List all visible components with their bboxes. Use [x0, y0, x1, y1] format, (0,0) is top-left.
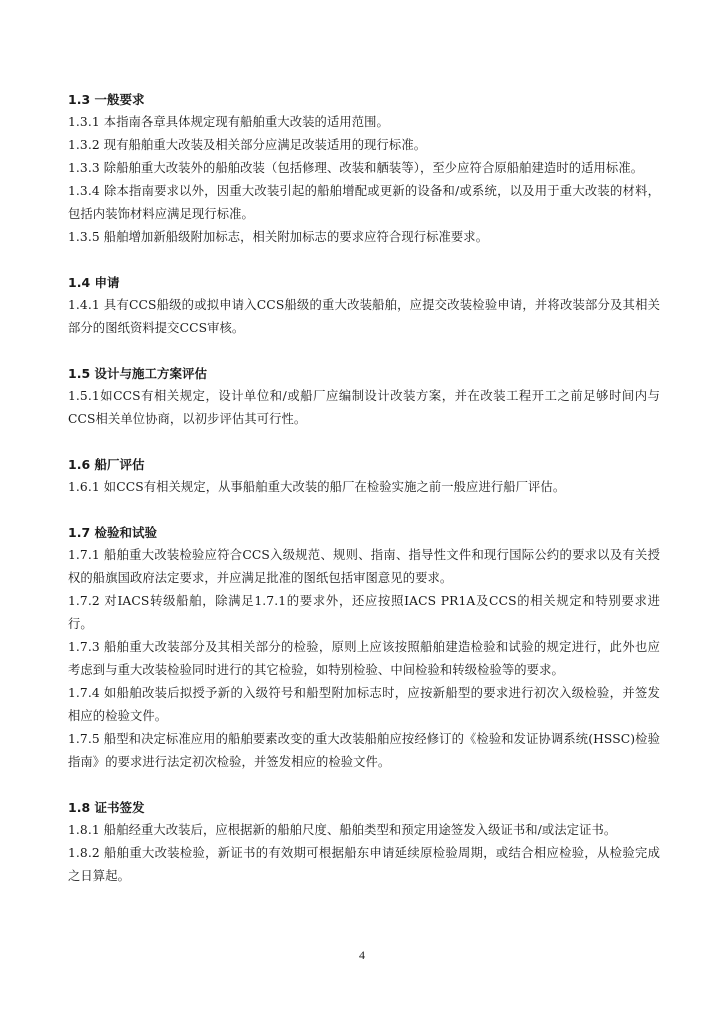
section-1-7: [68, 521, 660, 774]
section-1-3: [68, 88, 660, 249]
section-1-8: [68, 796, 660, 888]
section-heading: 1.8 证书签发: [68, 800, 145, 815]
section-heading: 1.4 申请: [68, 275, 120, 290]
paragraph: 1.6.1 如CCS有相关规定，从事船舶重大改装的船厂在检验实施之前一般应进行船厂评估。: [68, 480, 566, 494]
section-1-4: [68, 271, 660, 340]
paragraph: 1.8.2 船舶重大改装检验，新证书的有效期可根据船东申请延续原检验周期，或结合相应检验，从检验完成之日算起。: [68, 846, 660, 883]
paragraph: 1.5.1如CCS有相关规定，设计单位和/或船厂应编制设计改装方案，并在改装工程开工之前足够时间内与CCS相关单位协商，以初步评估其可行性。: [68, 389, 660, 426]
paragraph: 1.7.1 船舶重大改装检验应符合CCS入级规范、规则、指南、指导性文件和现行国际公约的要求以及有关授权的船旗国政府法定要求，并应满足批准的图纸包括审图意见的要求。: [68, 548, 660, 585]
section-heading: 1.7 检验和试验: [68, 525, 157, 540]
paragraph: 1.4.1 具有CCS船级的或拟申请入CCS船级的重大改装船舶，应提交改装检验申请，并将改装部分及其相关部分的图纸资料提交CCS审核。: [68, 298, 660, 335]
paragraph: 1.7.3 船舶重大改装部分及其相关部分的检验，原则上应该按照船舶建造检验和试验的规定进行，此外也应考虑到与重大改装检验同时进行的其它检验，如特别检验、中间检验和转级检验等的要求。: [68, 640, 660, 677]
section-heading: 1.5 设计与施工方案评估: [68, 366, 207, 381]
paragraph: 1.7.4 如船舶改装后拟授予新的入级符号和船型附加标志时，应按新船型的要求进行初次入级检验，并签发相应的检验文件。: [68, 686, 660, 723]
paragraph: 1.3.2 现有船舶重大改装及相关部分应满足改装适用的现行标准。: [68, 138, 427, 152]
paragraph: 1.8.1 船舶经重大改装后，应根据新的船舶尺度、船舶类型和预定用途签发入级证书和/或法定证书。: [68, 823, 617, 837]
paragraph: 1.3.3 除船舶重大改装外的船舶改装（包括修理、改装和舾装等），至少应符合原船舶建造时的适用标准。: [68, 161, 644, 175]
paragraph: 1.7.5 船型和决定标准应用的船舶要素改变的重大改装船舶应按经修订的《检验和发证协调系统(HSSC)检验指南》的要求进行法定初次检验，并签发相应的检验文件。: [68, 732, 660, 769]
paragraph: 1.7.2 对IACS转级船舶，除满足1.7.1的要求外，还应按照IACS PR1A及CCS的相关规定和特别要求进行。: [68, 594, 660, 631]
paragraph: 1.3.4 除本指南要求以外，因重大改装引起的船舶增配或更新的设备和/或系统，以及用于重大改装的材料，包括内装饰材料应满足现行标准。: [68, 184, 660, 221]
section-1-6: [68, 453, 660, 499]
document-body: [68, 88, 660, 910]
section-heading: 1.6 船厂评估: [68, 457, 145, 472]
section-1-5: [68, 362, 660, 431]
page-number: 4: [359, 948, 365, 962]
section-heading: 1.3 一般要求: [68, 92, 145, 107]
paragraph: 1.3.1 本指南各章具体规定现有船舶重大改装的适用范围。: [68, 115, 389, 129]
paragraph: 1.3.5 船舶增加新船级附加标志，相关附加标志的要求应符合现行标准要求。: [68, 230, 489, 244]
